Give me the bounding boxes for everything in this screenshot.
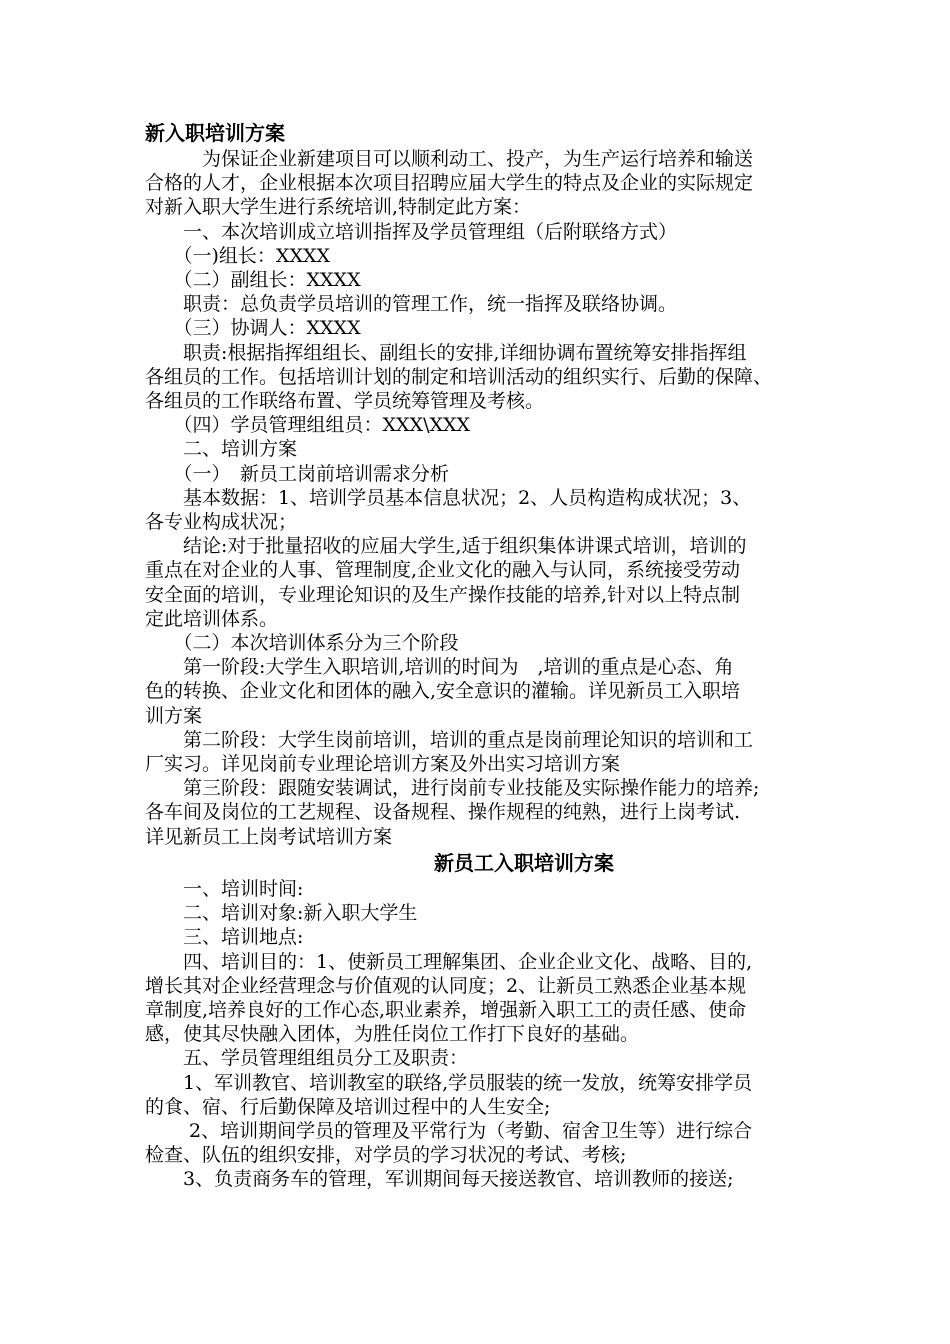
section-line: 三、培训地点: [145,926,304,949]
body-line: 职责：总负责学员培训的管理工作，统一指挥及联络协调。 [145,293,678,316]
body-line: （一） 新员工岗前培训需求分析 [145,462,450,485]
body-line: （二）本次培训体系分为三个阶段 [145,632,459,655]
body-line: 安全面的培训，专业理论知识的及生产操作技能的培养,针对以上特点制 [145,583,741,606]
section-line: 的食、宿、行后勤保障及培训过程中的人生安全; [145,1095,551,1118]
body-line: 对新入职大学生进行系统培训,特制定此方案： [145,196,532,219]
body-line: 色的转换、企业文化和团体的融入,安全意识的灌输。详见新员工入职培 [145,680,741,703]
body-line: 职责:根据指挥组组长、副组长的安排,详细协调布置统筹安排指挥组 [145,341,747,364]
body-line: 第三阶段：跟随安装调试，进行岗前专业技能及实际操作能力的培养; [145,777,760,800]
body-line: 训方案 [145,704,203,727]
section-line: 感，使其尽快融入团体，为胜任岗位工作打下良好的基础。 [145,1023,640,1046]
body-line: 第二阶段：大学生岗前培训，培训的重点是岗前理论知识的培训和工 [145,728,754,751]
body-line: （四）学员管理组组员：XXX\XXX [145,414,471,437]
body-line: 合格的人才，企业根据本次项目招聘应届大学生的特点及企业的实际规定 [145,172,754,195]
body-line: （一)组长：XXXX [145,244,331,267]
body-line: 各组员的工作。包括培训计划的制定和培训活动的组织实行、后勤的保障、 [145,365,773,388]
body-line: 详见新员工上岗考试培训方案 [145,825,393,848]
section-line: 一、培训时间: [145,877,304,900]
body-line: （三）协调人：XXXX [145,317,361,340]
body-line: 各组员的工作联络布置、学员统筹管理及考核。 [145,390,545,413]
body-line: 各专业构成状况； [145,511,298,534]
body-line: 为保证企业新建项目可以顺利动工、投产，为生产运行培养和输送 [145,148,754,170]
document-body [145,119,873,1192]
body-line: 结论:对于批量招收的应届大学生,适于组织集体讲课式培训，培训的 [145,535,747,558]
body-line: 厂实习。详见岗前专业理论培训方案及外出实习培训方案 [145,753,621,776]
section-line: 四、培训目的：1、使新员工理解集团、企业企业文化、战略、目的, [145,950,753,973]
body-line: 二、培训方案 [145,438,298,461]
document-title: 新入职培训方案 [145,121,285,145]
body-line: 重点在对企业的人事、管理制度,企业文化的融入与认同，系统接受劳动 [145,559,741,582]
section-line: 五、学员管理组组员分工及职责： [145,1047,469,1070]
body-line: 定此培训体系。 [145,607,279,630]
body-line: 一、本次培训成立培训指挥及学员管理组（后附联络方式） [145,220,678,243]
section-line: 检查、队伍的组织安排，对学员的学习状况的考试、考核; [145,1144,627,1167]
section-title: 新员工入职培训方案 [434,850,614,875]
section-line: 1、军训教官、培训教室的联络,学员服装的统一发放，统筹安排学员 [145,1071,753,1094]
section-line: 3、负责商务车的管理，军训期间每天接送教官、培训教师的接送; [145,1168,734,1191]
section-line: 章制度,培养良好的工作心态,职业素养，增强新入职工工的责任感、使命 [145,998,747,1021]
section-line: 增长其对企业经营理念与价值观的认同度；2、让新员工熟悉企业基本规 [145,974,747,997]
body-line: 各车间及岗位的工艺规程、设备规程、操作规程的纯熟，进行上岗考试. [145,801,741,824]
section-line: 2、培训期间学员的管理及平常行为（考勤、宿舍卫生等）进行综合 [145,1119,753,1142]
body-line: 第一阶段:大学生入职培训,培训的时间为 ,培训的重点是心态、角 [145,656,734,679]
body-line: 基本数据：1、培训学员基本信息状况；2、人员构造构成状况；3、 [145,486,752,509]
body-line: （二）副组长：XXXX [145,269,361,292]
section-line: 二、培训对象:新入职大学生 [145,902,418,925]
